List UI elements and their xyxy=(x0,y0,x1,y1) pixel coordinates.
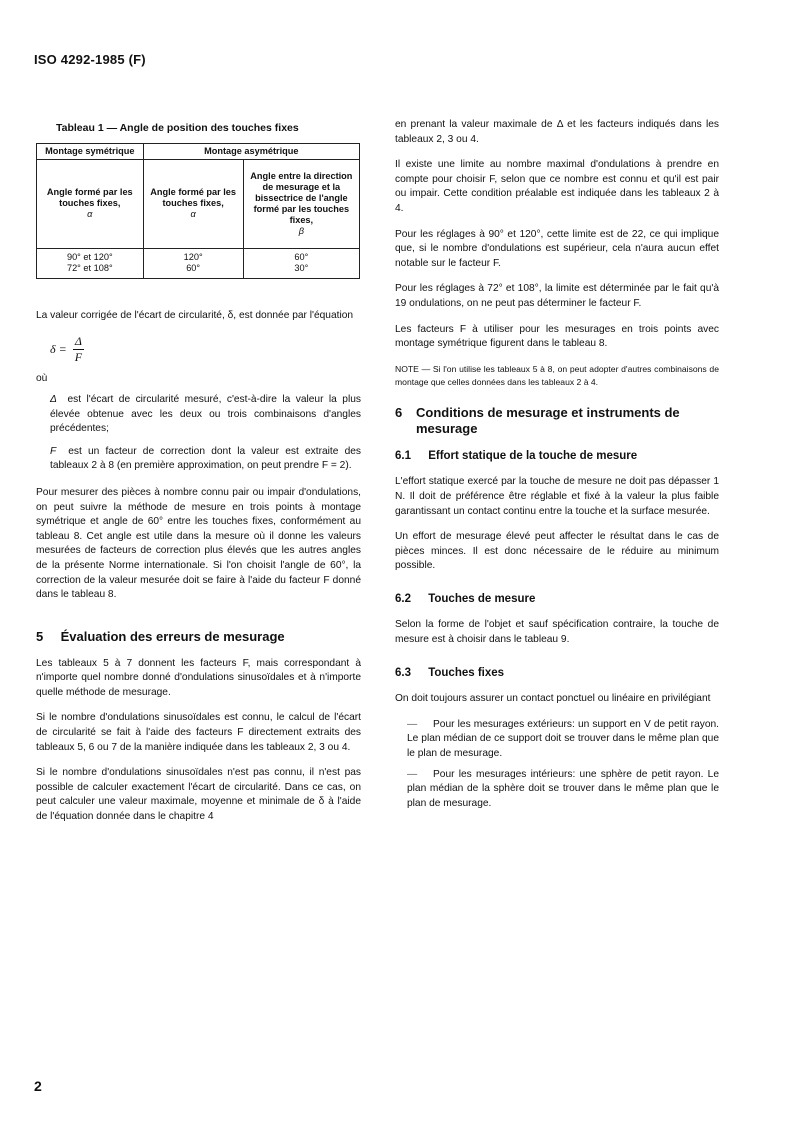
subheader-cell-3 xyxy=(243,159,359,248)
paragraph: Les facteurs F à utiliser pour les mesurages en trois points avec montage symétrique figurent dans le tableau 8. xyxy=(395,323,719,350)
table-cell: 30° xyxy=(243,263,359,279)
paragraph: Pour les réglages à 90° et 120°, cette limite est de 22, ce qui implique que, si le nombre d'ondulations est supérieur, cela n'aura aucun effet notable sur le facteur F. xyxy=(395,228,719,269)
where-definition xyxy=(50,445,361,474)
definition-text: est un facteur de correction dont la valeur est extraite des tableaux 2 à 8 (en première approximation, on peut prendre F = 2). xyxy=(50,445,361,472)
subheader-cell-2 xyxy=(143,159,243,248)
table-cell: 60° xyxy=(243,248,359,263)
document-id: ISO 4292-1985 (F) xyxy=(34,52,146,67)
page-number: 2 xyxy=(34,1078,42,1094)
subheader-label-2: Angle formé par les touches fixes, xyxy=(150,187,237,209)
section-number: 6.1 xyxy=(395,449,411,462)
section-6-1-heading xyxy=(395,449,719,464)
col-header-symmetric: Montage symétrique xyxy=(37,143,144,159)
paragraph: Si le nombre d'ondulations sinusoïdales n'est pas connu, il n'est pas possible de calculer exactement l'écart de circularité. Dans ce cas, on peut calculer une valeur maximale, moyenne et minimale de δ à l'aide de l'équation donnée dans le chapitre 4 xyxy=(36,767,361,823)
section-title: Touches de mesure xyxy=(428,592,536,605)
table-row xyxy=(37,263,360,279)
table-header-row xyxy=(37,143,360,159)
paragraph: Pour mesurer des pièces à nombre connu pair ou impair d'ondulations, on peut suivre la méthode de mesure en trois points à montage symétrique et angle de 60° entre les touches fixes, conformément au tableau 8. Cet angle est utile dans la mesure où il donne les valeurs mesurées de facteurs de correction plus élevés que les autres angles de la présente Norme internationale. Si l'on choisit l'angle de 60°, la correction de la valeur mesurée doit se faire à l'aide du facteur F donné dans le tableau 8. xyxy=(36,486,361,601)
equation-fraction xyxy=(73,334,84,364)
left-column xyxy=(36,118,361,836)
table-subheader-row xyxy=(37,159,360,248)
paragraph: Un effort de mesurage élevé peut affecter le résultat dans le cas de pièces minces. Il est donc nécessaire de le réduire au minimum possible. xyxy=(395,531,719,572)
symbol-f: F xyxy=(50,445,57,457)
table-cell: 90° et 120° xyxy=(37,248,144,263)
paragraph: Il existe une limite au nombre maximal d'ondulations à prendre en compte pour choisir F, selon que ce nombre est connu et qu'il est pair ou impair. Cette condition préalable est indiquée dans les tableaux 2 à 4. xyxy=(395,159,719,214)
section-title: Touches fixes xyxy=(428,666,505,679)
col-header-asymmetric: Montage asymétrique xyxy=(143,143,359,159)
section-number: 6.2 xyxy=(395,592,411,605)
dash-bullet: — xyxy=(407,718,418,730)
symbol-beta: β xyxy=(298,225,304,236)
where-definition xyxy=(50,393,361,437)
paragraph: La valeur corrigée de l'écart de circularité, δ, est donnée par l'équation xyxy=(36,309,354,321)
section-title: Conditions de mesurage et instruments de mesurage xyxy=(416,404,680,436)
list-item xyxy=(407,718,719,762)
right-column xyxy=(395,118,719,817)
equation-lhs: δ = xyxy=(50,341,67,356)
section-title: Évaluation des erreurs de mesurage xyxy=(60,628,285,644)
subheader-cell-1 xyxy=(37,159,144,248)
section-6-heading xyxy=(395,405,719,437)
table-row xyxy=(37,248,360,263)
section-number: 6.3 xyxy=(395,666,411,679)
equation-denominator: F xyxy=(74,349,83,364)
section-number: 6 xyxy=(395,404,403,420)
definition-text: est l'écart de circularité mesuré, c'est-à-dire la valeur la plus élevée obtenue avec les deux ou trois combinaisons d'angles précédentes; xyxy=(50,393,361,435)
section-number: 5 xyxy=(36,628,44,644)
where-label: où xyxy=(36,373,48,385)
subheader-label-3: Angle entre la direction de mesurage et la bissectrice de l'angle formé par les touches fixes, xyxy=(250,170,353,225)
paragraph: On doit toujours assurer un contact ponctuel ou linéaire en privilégiant xyxy=(395,693,711,705)
angle-table xyxy=(36,143,360,279)
table-cell: 60° xyxy=(143,263,243,279)
paragraph: L'effort statique exercé par la touche de mesure ne doit pas dépasser 1 N. Il doit de préférence être réglable et fixé à la valeur la plus faible garantissant un contact continu entre la touche et la surface mesurée. xyxy=(395,476,719,517)
note: NOTE — Si l'on utilise les tableaux 5 à 8, on peut adopter d'autres combinaisons de montage que celles données dans les tableaux 2 à 4. xyxy=(395,363,719,387)
list-item xyxy=(407,768,719,812)
section-6-3-heading xyxy=(395,666,719,681)
section-5-heading xyxy=(36,629,361,645)
equation xyxy=(50,334,361,364)
paragraph: Pour les réglages à 72° et 108°, la limite est déterminée par le fait qu'à 19 ondulations, on ne peut pas déterminer le facteur F. xyxy=(395,283,719,309)
section-title: Effort statique de la touche de mesure xyxy=(428,449,638,462)
table-cell: 72° et 108° xyxy=(37,263,144,279)
paragraph: en prenant la valeur maximale de Δ et les facteurs indiqués dans les tableaux 2, 3 ou 4. xyxy=(395,119,719,145)
table-title: Tableau 1 — Angle de position des touches fixes xyxy=(56,122,299,134)
table-cell: 120° xyxy=(143,248,243,263)
symbol-alpha-2: α xyxy=(190,209,196,220)
symbol-delta: Δ xyxy=(50,393,57,405)
subheader-label-1: Angle formé par les touches fixes, xyxy=(46,187,133,209)
paragraph: Si le nombre d'ondulations sinusoïdales est connu, le calcul de l'écart de circularité se fait à l'aide des facteurs F directement extraits des tableaux 5, 6 ou 7 de la manière indiquée dans les tableaux 2, 3 ou 4. xyxy=(36,712,361,753)
section-6-2-heading xyxy=(395,592,719,607)
equation-numerator: Δ xyxy=(74,334,82,349)
paragraph: Selon la forme de l'objet et sauf spécification contraire, la touche de mesure est à choisir dans le tableau 9. xyxy=(395,619,719,646)
list-item-text: Pour les mesurages extérieurs: un support en V de petit rayon. Le plan médian de ce support doit se trouver dans le même plan que le plan de mesurage. xyxy=(407,718,719,760)
list-item-text: Pour les mesurages intérieurs: une sphère de petit rayon. Le plan médian de la sphère doit se trouver dans le même plan que le plan de mesurage. xyxy=(407,768,719,809)
dash-bullet: — xyxy=(407,768,418,780)
paragraph: Les tableaux 5 à 7 donnent les facteurs F, mais correspondant à n'importe quel nombre donné d'ondulations sinusoïdales et à n'importe quelle méthode de mesurage. xyxy=(36,657,361,698)
symbol-alpha-1: α xyxy=(87,209,93,220)
